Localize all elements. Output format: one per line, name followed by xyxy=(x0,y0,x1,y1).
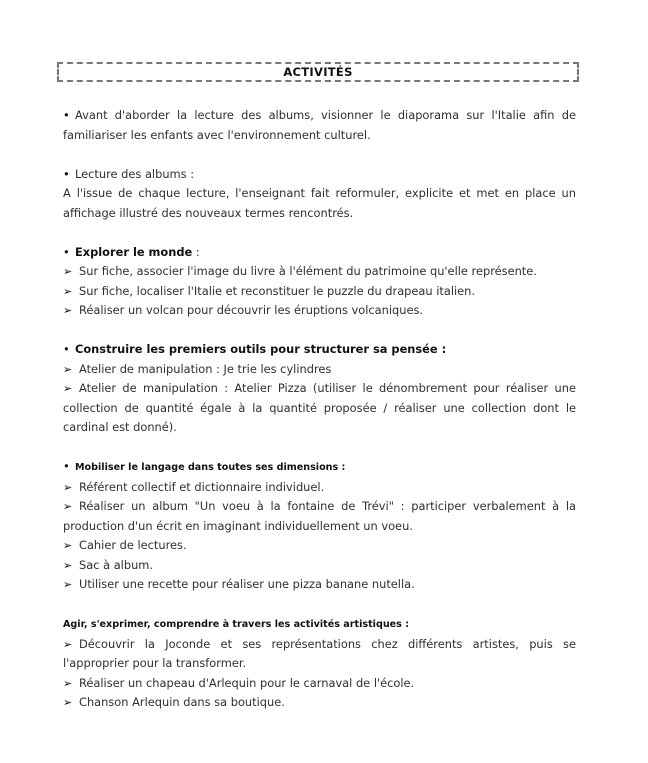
intro-line-2: familiariser les enfants avec l'environnement culturel. xyxy=(63,127,371,142)
arrow-bullet-icon: ➢ xyxy=(63,500,73,513)
arrow-bullet-icon: ➢ xyxy=(63,637,73,651)
title-box xyxy=(57,62,579,82)
langage-item-1: ➢ Référent collectif et dictionnaire individuel. xyxy=(63,478,576,498)
langage-item-4: ➢ Sac à album. xyxy=(63,556,576,576)
arrow-bullet-icon: ➢ xyxy=(63,676,73,690)
bullet-icon: • xyxy=(63,244,70,259)
agir-item-3: ➢ Chanson Arlequin dans sa boutique. xyxy=(63,693,576,713)
construire-item-1: ➢ Atelier de manipulation : Je trie les cylindres xyxy=(63,360,576,380)
arrow-bullet-icon: ➢ xyxy=(63,480,73,494)
bullet-icon: • xyxy=(63,108,70,122)
bullet-icon: • xyxy=(63,459,70,473)
arrow-bullet-icon: ➢ xyxy=(63,382,73,395)
arrow-bullet-icon: ➢ xyxy=(63,539,73,552)
lecture-line-1: A l'issue de chaque lecture, l'enseignant fait reformuler, explicite et met en place un xyxy=(63,186,576,200)
langage-item-2-line-2: production d'un écrit en imaginant individuellement un voeu. xyxy=(63,518,413,533)
agir-item-2: ➢ Réaliser un chapeau d'Arlequin pour le carnaval de l'école. xyxy=(63,674,576,694)
langage-item-2-line-1: ➢ Réaliser un album "Un voeu à la fontaine de Trévi" : participer verbalement à la xyxy=(63,497,576,517)
bullet-icon: • xyxy=(63,166,70,181)
agir-heading: Agir, s'exprimer, comprendre à travers les activités artistiques : xyxy=(63,619,410,630)
lecture-heading: • Lecture des albums : xyxy=(63,165,576,185)
content xyxy=(63,106,576,713)
arrow-bullet-icon: ➢ xyxy=(63,558,73,572)
langage-item-5: ➢ Utiliser une recette pour réaliser une pizza banane nutella. xyxy=(63,575,576,595)
arrow-bullet-icon: ➢ xyxy=(63,578,73,591)
explorer-item-2: ➢ Sur fiche, localiser l'Italie et reconstituer le puzzle du drapeau italien. xyxy=(63,282,576,302)
langage-item-3: ➢ Cahier de lectures. xyxy=(63,536,576,556)
explorer-heading: • Explorer le monde : xyxy=(63,243,576,263)
langage-heading: • Mobiliser le langage dans toutes ses dimensions : xyxy=(63,457,576,478)
bullet-icon: • xyxy=(63,342,70,356)
arrow-bullet-icon: ➢ xyxy=(63,362,73,376)
construire-item-2-line-2: collection de quantité égale à la quantité proposée / réaliser une collection dont le xyxy=(63,400,576,415)
construire-item-2-line-1: ➢ Atelier de manipulation : Atelier Pizza (utiliser le dénombrement pour réaliser une xyxy=(63,379,576,399)
arrow-bullet-icon: ➢ xyxy=(63,265,73,278)
agir-item-1-line-2: l'approprier pour la transformer. xyxy=(63,656,247,670)
explorer-item-1: ➢ Sur fiche, associer l'image du livre à l'élément du patrimoine qu'elle représente. xyxy=(63,262,576,282)
lecture-line-2: affichage illustré des nouveaux termes rencontrés. xyxy=(63,205,354,220)
page-title: ACTIVITÉS xyxy=(283,65,353,79)
arrow-bullet-icon: ➢ xyxy=(63,696,73,709)
arrow-bullet-icon: ➢ xyxy=(63,304,73,317)
explorer-item-3: ➢ Réaliser un volcan pour découvrir les éruptions volcaniques. xyxy=(63,301,576,321)
intro-line-1: • Avant d'aborder la lecture des albums, visionner le diaporama sur l'Italie afin de xyxy=(63,106,576,126)
construire-item-2-line-3: cardinal est donné). xyxy=(63,420,177,434)
agir-item-1-line-1: ➢ Découvrir la Joconde et ses représentations chez différents artistes, puis se xyxy=(63,635,576,655)
arrow-bullet-icon: ➢ xyxy=(63,284,73,298)
construire-heading: • Construire les premiers outils pour structurer sa pensée : xyxy=(63,340,576,360)
